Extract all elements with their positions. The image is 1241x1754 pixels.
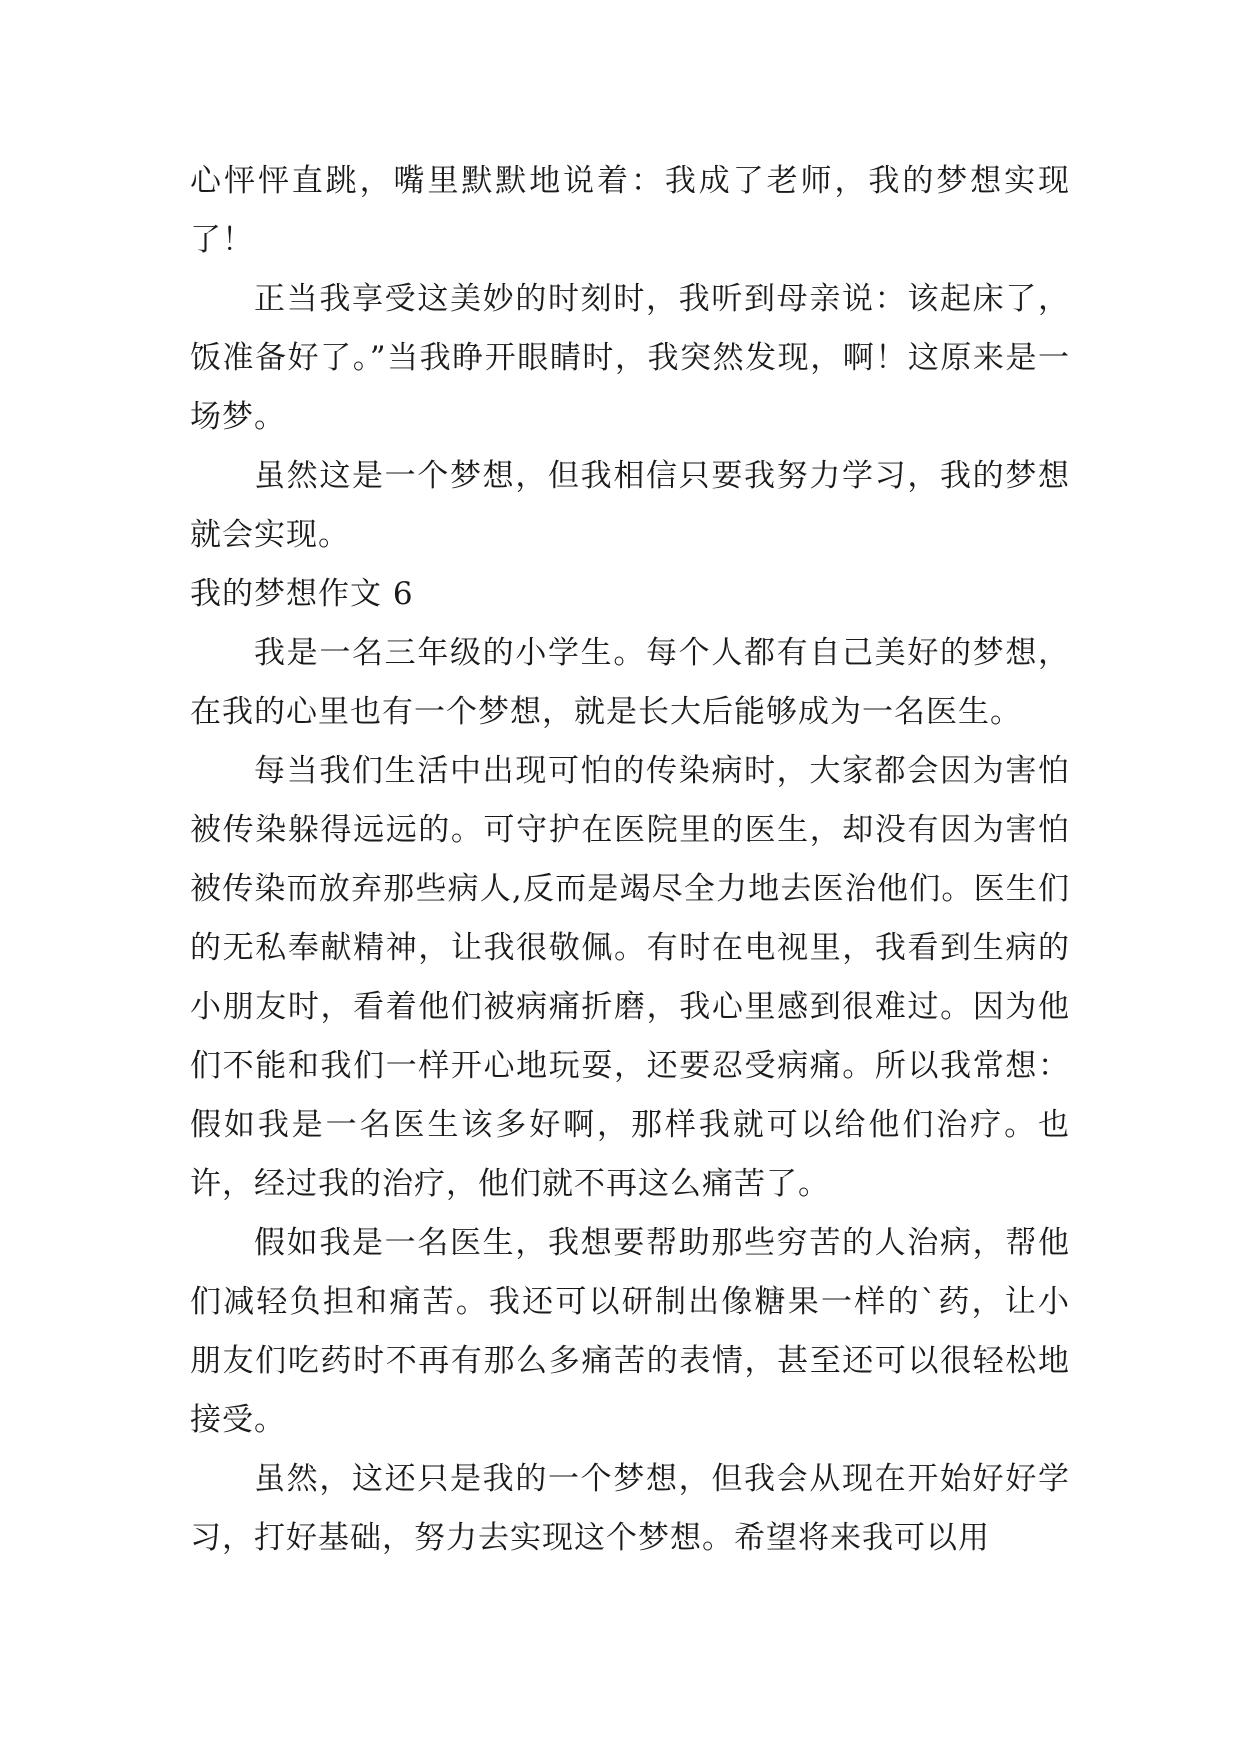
paragraph-1: 心怦怦直跳，嘴里默默地说着：我成了老师，我的梦想实现了！: [190, 163, 1070, 258]
paragraph-7: 虽然，这还只是我的一个梦想，但我会从现在开始好好学习，打好基础，努力去实现这个梦想。希望将来我可以用: [190, 1461, 1070, 1556]
document-body: [190, 152, 1070, 1568]
paragraph-4: 我是一名三年级的小学生。每个人都有自己美好的梦想，在我的心里也有一个梦想，就是长大后能够成为一名医生。: [190, 635, 1070, 730]
paragraph-5: 每当我们生活中出现可怕的传染病时，大家都会因为害怕被传染躲得远远的。可守护在医院里的医生，却没有因为害怕被传染而放弃那些病人,反而是竭尽全力地去医治他们。医生们的无私奉献精神，让我很敬佩。有时在电视里，我看到生病的小朋友时，看着他们被病痛折磨，我心里感到很难过。因为他们不能和我们一样开心地玩耍，还要忍受病痛。所以我常想：假如我是一名医生该多好啊，那样我就可以给他们治疗。也许，经过我的治疗，他们就不再这么痛苦了。: [190, 753, 1070, 1202]
paragraph-3: 虽然这是一个梦想，但我相信只要我努力学习，我的梦想就会实现。: [190, 458, 1070, 553]
section-heading: 我的梦想作文 6: [190, 576, 414, 612]
paragraph-6: 假如我是一名医生，我想要帮助那些穷苦的人治病，帮他们减轻负担和痛苦。我还可以研制出像糖果一样的`药，让小朋友们吃药时不再有那么多痛苦的表情，甚至还可以很轻松地接受。: [190, 1225, 1070, 1438]
paragraph-2: 正当我享受这美妙的时刻时，我听到母亲说：该起床了，饭准备好了。”当我睁开眼睛时，我突然发现，啊！这原来是一场梦。: [190, 281, 1070, 435]
